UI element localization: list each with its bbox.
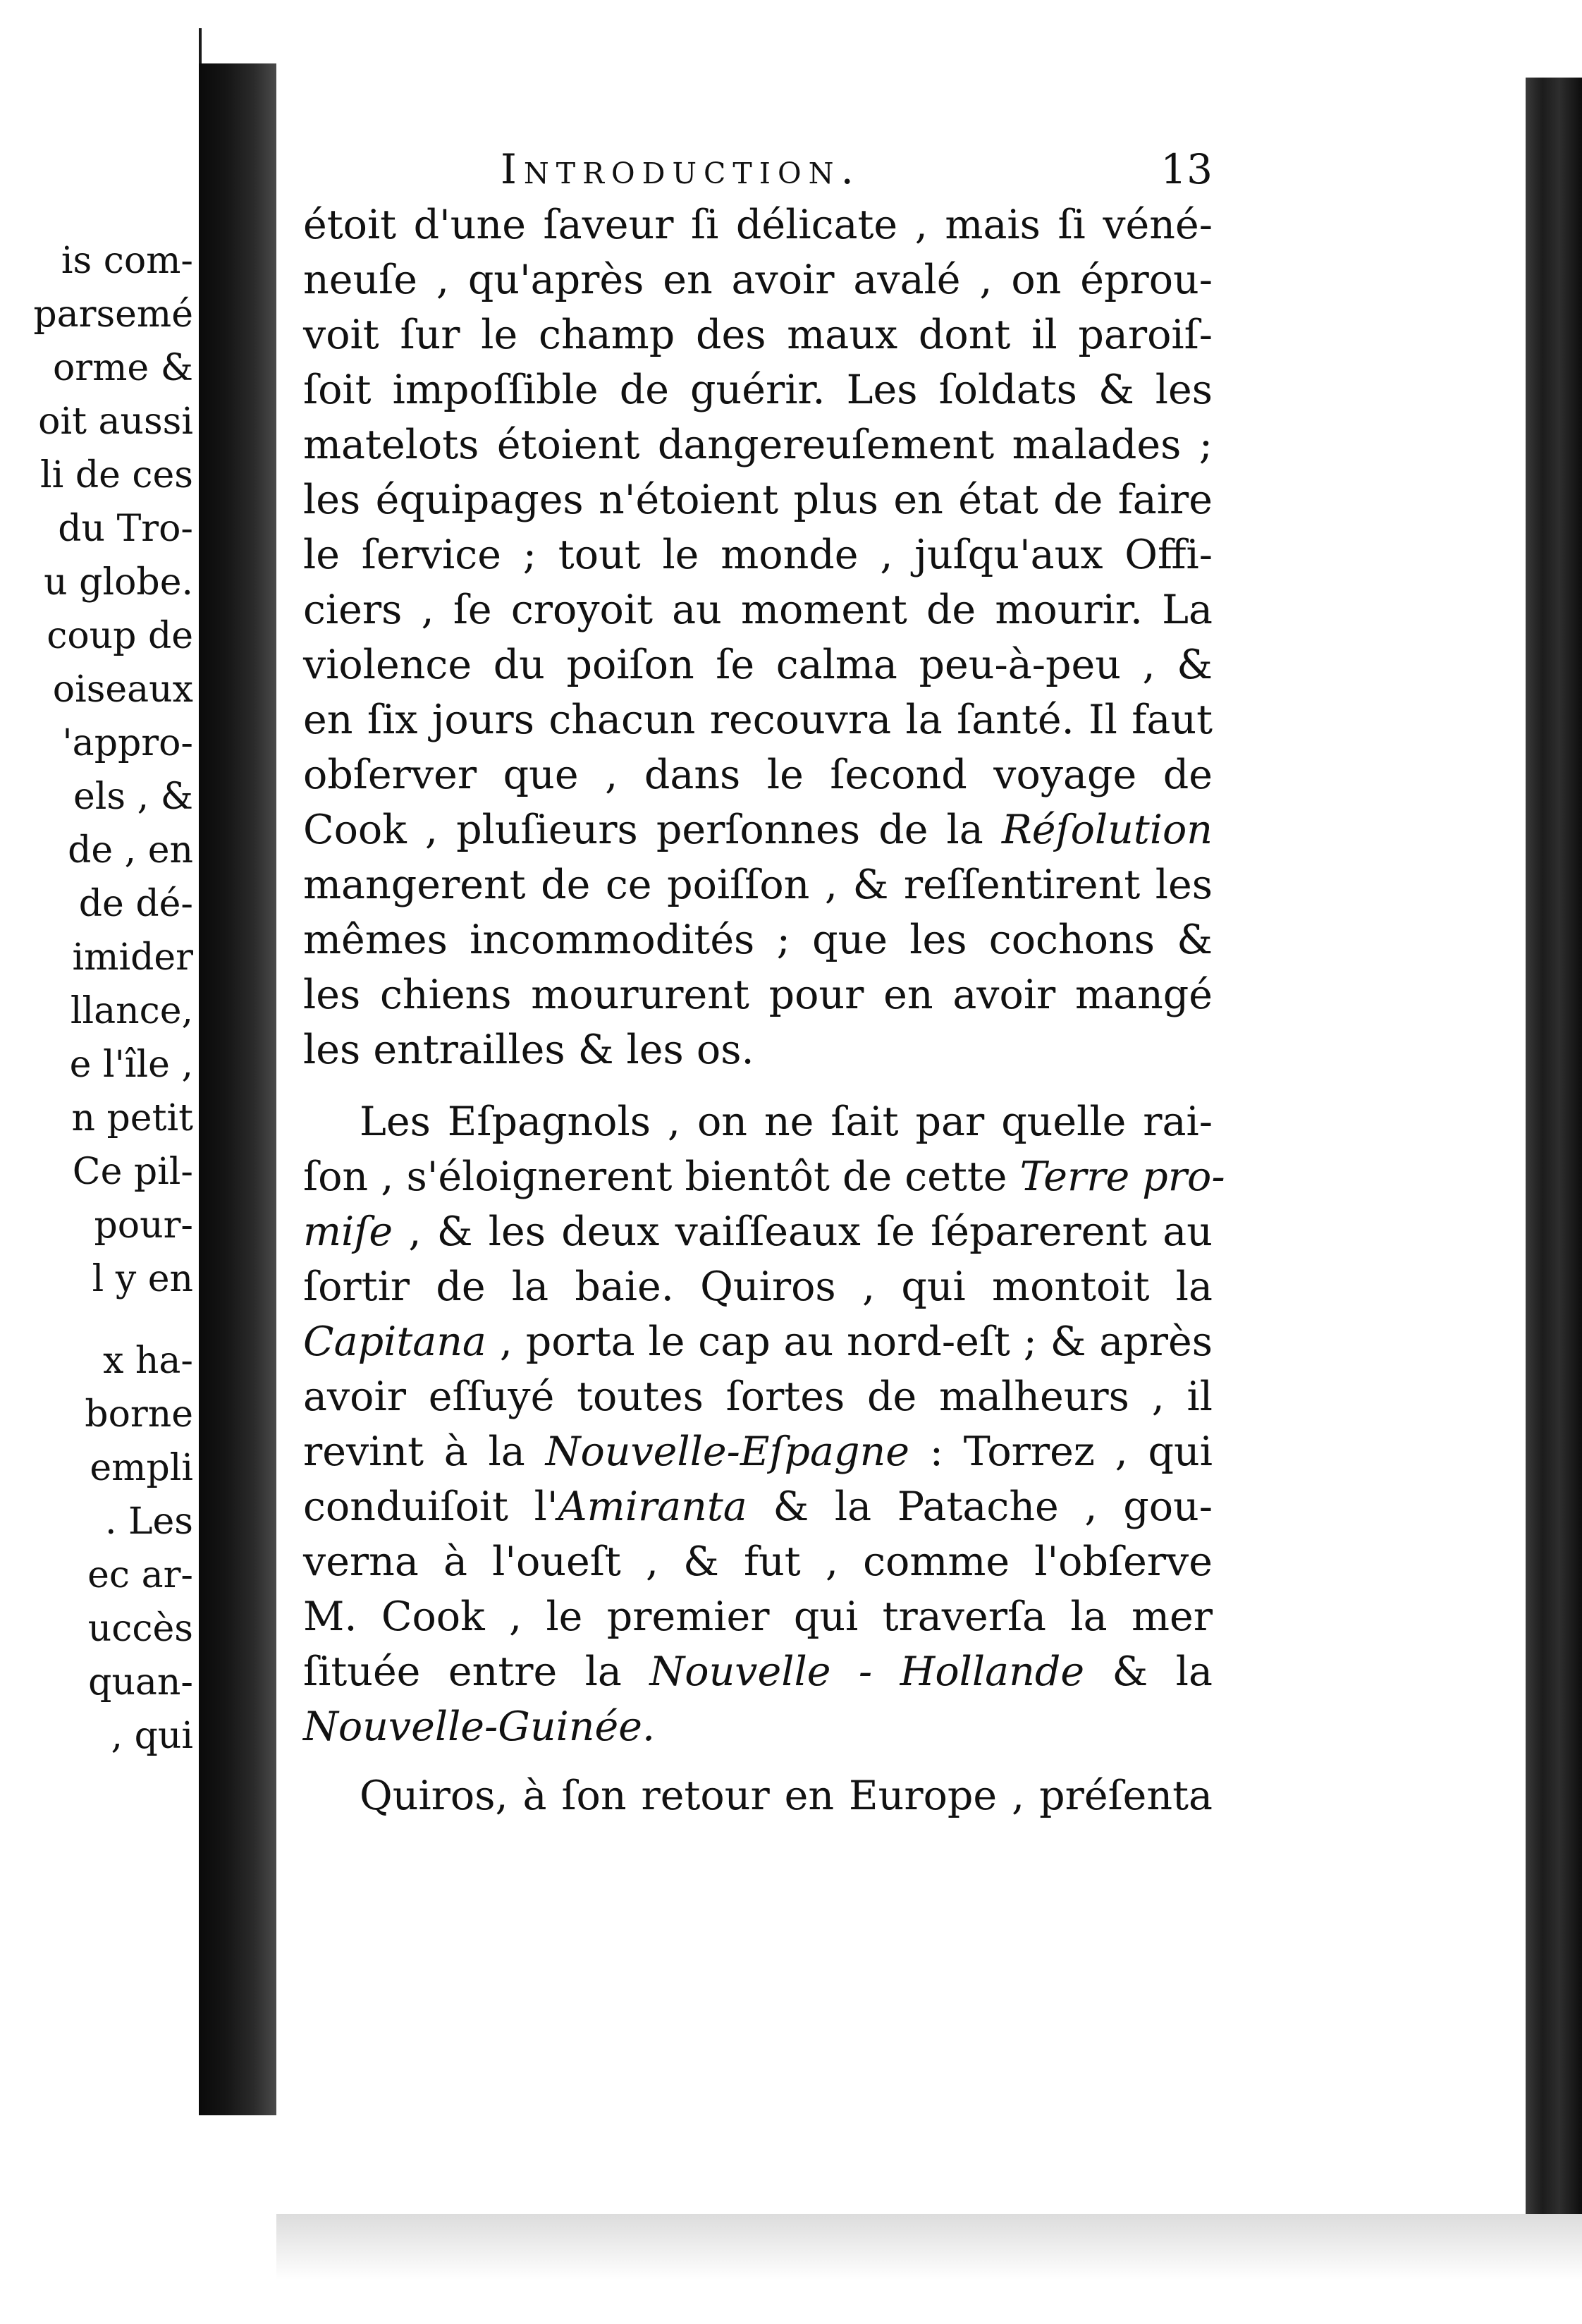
facing-page-line: empli: [90, 1447, 193, 1489]
text-segment: ciers , ſe croyoit au moment de mourir. La: [303, 587, 1213, 633]
book-gutter-shadow: [199, 63, 276, 2115]
facing-page-line: l y en: [92, 1258, 193, 1300]
running-title: Introduction.: [501, 145, 861, 193]
text-segment: voit ſur le champ des maux dont il paroiſ-: [303, 312, 1213, 358]
text-line: [303, 912, 1213, 967]
running-header: [501, 141, 1213, 204]
text-segment: & la: [1084, 1649, 1213, 1695]
facing-page-line: els , &: [73, 776, 193, 818]
text-segment: violence du poiſon ſe calma peu-à-peu , &: [303, 642, 1213, 688]
facing-page-line: . Les: [104, 1500, 193, 1543]
text-line: [303, 527, 1213, 582]
text-segment: ſoit impoſſible de guérir. Les ſoldats & les: [303, 367, 1213, 413]
text-line: [303, 197, 1213, 252]
text-segment: mêmes incommodités ; que les cochons &: [303, 917, 1213, 963]
text-segment: Cook , pluſieurs perſonnes de la: [303, 807, 1002, 853]
text-segment: avoir eſſuyé toutes ſortes de malheurs , il: [303, 1374, 1213, 1420]
text-line: [303, 472, 1213, 527]
italic-text: Nouvelle - Hollande: [649, 1649, 1085, 1695]
facing-page-line: de , en: [68, 829, 193, 872]
facing-page-line: Ce pil-: [72, 1151, 193, 1193]
facing-page-line: orme &: [52, 347, 193, 389]
italic-text: Terre pro-: [1019, 1154, 1225, 1200]
text-segment: verna à l'oueſt , & fut , comme l'obſerve: [303, 1539, 1213, 1585]
text-line: [303, 637, 1213, 692]
facing-page-line: de dé-: [78, 883, 193, 925]
text-line: [303, 1479, 1213, 1534]
facing-page-line: quan-: [88, 1661, 193, 1704]
text-line: [303, 1644, 1213, 1699]
text-segment: mangerent de ce poiſſon , & reſſentirent les: [303, 862, 1213, 908]
facing-page-line: is com-: [61, 240, 193, 282]
text-segment: ſon , s'éloignerent bientôt de cette: [303, 1154, 1020, 1200]
facing-page-line: e l'île ,: [69, 1044, 193, 1086]
text-segment: Quiros, à ſon retour en Europe , préſenta: [360, 1773, 1213, 1819]
text-segment: , & les deux vaiſſeaux ſe ſéparerent au: [393, 1209, 1213, 1255]
text-segment: en ſix jours chacun recouvra la ſanté. Il faut: [303, 697, 1213, 743]
text-line: [303, 362, 1213, 417]
text-line: [303, 1768, 1213, 1823]
facing-page-line: oiseaux: [52, 668, 193, 711]
text-line: [303, 1534, 1213, 1589]
text-line: [303, 252, 1213, 307]
text-line: [303, 582, 1213, 637]
text-segment: les chiens moururent pour en avoir mangé: [303, 972, 1213, 1018]
facing-page-line: 'appro-: [62, 722, 193, 764]
page-fore-edge: [1526, 78, 1582, 2242]
text-segment: ſituée entre la: [303, 1649, 650, 1695]
text-line: [303, 967, 1213, 1022]
text-line: [303, 1149, 1225, 1204]
text-segment: ſortir de la baie. Quiros , qui montoit la: [303, 1264, 1213, 1310]
text-line: [303, 1094, 1213, 1149]
text-segment: revint à la: [303, 1429, 546, 1475]
facing-page-fragment: [0, 28, 202, 2080]
italic-text: Réſolution: [1001, 807, 1213, 853]
facing-page-line: pour-: [94, 1204, 193, 1247]
text-line: [303, 1314, 1213, 1369]
facing-page-line: oit aussi: [38, 400, 193, 443]
text-segment: obſerver que , dans le ſecond voyage de: [303, 752, 1213, 798]
text-line: [303, 1022, 1213, 1077]
text-line: [303, 1424, 1213, 1479]
text-segment: le ſervice ; tout le monde , juſqu'aux Offi-: [303, 532, 1213, 578]
facing-page-line: x ha-: [103, 1340, 193, 1382]
text-line: [303, 307, 1213, 362]
text-segment: & la Patache , gou-: [747, 1484, 1213, 1530]
facing-page-line: li de ces: [40, 454, 193, 496]
facing-page-line: parsemé: [33, 293, 193, 336]
facing-page-line: ec ar-: [87, 1554, 193, 1596]
facing-page-line: du Tro-: [58, 508, 193, 550]
facing-page-line: coup de: [47, 615, 193, 657]
facing-page-line: imider: [72, 936, 193, 979]
facing-page-line: uccès: [87, 1608, 193, 1650]
text-segment: M. Cook , le premier qui traverſa la mer: [303, 1594, 1213, 1640]
page-bottom-shadow: [276, 2214, 1582, 2324]
text-line: [303, 1589, 1213, 1644]
text-segment: les entrailles & les os.: [303, 1027, 754, 1073]
italic-text: miſe: [303, 1209, 393, 1255]
text-segment: Les Eſpagnols , on ne ſait par quelle rai-: [360, 1099, 1213, 1145]
text-line: [303, 857, 1213, 912]
italic-text: Capitana: [303, 1319, 486, 1365]
text-line: [303, 802, 1213, 857]
facing-page-line: u globe.: [44, 561, 193, 604]
text-segment: conduiſoit l': [303, 1484, 558, 1530]
facing-page-line: borne: [85, 1393, 193, 1436]
text-line: [303, 1369, 1213, 1424]
text-line: [303, 747, 1213, 802]
italic-text: Amiranta: [558, 1484, 747, 1530]
text-line: [303, 417, 1213, 472]
italic-text: Nouvelle-Eſpagne: [545, 1429, 909, 1475]
text-segment: , porta le cap au nord-eſt ; & après: [486, 1319, 1213, 1365]
text-line: [303, 1204, 1213, 1259]
facing-page-line: n petit: [71, 1097, 193, 1139]
text-segment: neuſe , qu'après en avoir avalé , on éprou-: [303, 257, 1213, 303]
text-line: [303, 1259, 1213, 1314]
text-segment: : Torrez , qui: [909, 1429, 1213, 1475]
page-number: 13: [1160, 145, 1213, 193]
text-segment: étoit d'une ſaveur ſi délicate , mais ſi véné-: [303, 202, 1213, 248]
text-segment: les équipages n'étoient plus en état de faire: [303, 477, 1213, 523]
text-segment: matelots étoient dangereuſement malades ;: [303, 422, 1213, 468]
facing-page-line: , qui: [111, 1715, 193, 1757]
text-line: [303, 692, 1213, 747]
text-line: [303, 1699, 1213, 1754]
facing-page-line: llance,: [70, 990, 193, 1032]
italic-text: Nouvelle-Guinée.: [303, 1704, 656, 1750]
